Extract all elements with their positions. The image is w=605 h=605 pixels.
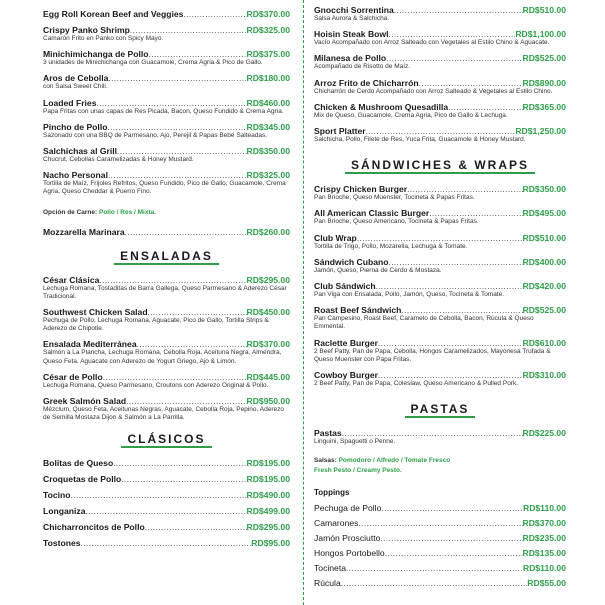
- topping-item: [314, 548, 566, 558]
- item-description: Mézclum, Queso Feta, Aceitunas Negras, Aguacate, Cebolla Roja, Pepino, Aderezo de Semilla Mostaza Dijon & Salmón a La Parrilla.: [43, 406, 284, 422]
- item-price: RD$55.00: [527, 578, 566, 589]
- item-name: César Clásica: [43, 274, 100, 285]
- item-description: 2 Beef Patty, Pan de Papa, Coleslaw, Queso Americano & Pulled Pork.: [314, 380, 519, 388]
- leader-dots: [342, 429, 523, 438]
- item-price: RD$420.00: [522, 281, 566, 292]
- leader-dots: [137, 340, 247, 349]
- menu-item-clasico: [43, 490, 290, 500]
- toppings-title: Toppings: [314, 488, 350, 498]
- item-price: RD$375.00: [246, 49, 290, 60]
- item-description: Pan Campesino, Roast Beef, Caramelo de Cebolla, Bacon, Rúcula & Queso Emmental.: [314, 315, 534, 331]
- item-name: Cowboy Burger: [314, 370, 378, 381]
- left-column: [43, 9, 290, 554]
- leader-dots: [117, 147, 246, 156]
- leader-dots: [103, 373, 247, 382]
- item-price: RD$235.00: [522, 533, 566, 544]
- item-name: Tostones: [43, 538, 81, 549]
- menu-item: [314, 53, 566, 71]
- menu-item-clasico: [43, 522, 290, 532]
- item-name: Southwest Chicken Salad: [43, 307, 148, 318]
- item-price: RD$950.00: [246, 396, 290, 407]
- item-price: RD$490.00: [246, 490, 290, 501]
- leader-dots: [376, 282, 523, 291]
- leader-dots: [394, 6, 523, 15]
- leader-dots: [419, 79, 523, 88]
- topping-item: [314, 578, 566, 588]
- menu-item: [314, 233, 566, 251]
- item-name: Nacho Personal: [43, 170, 108, 181]
- item-price: RD$400.00: [522, 256, 566, 267]
- clasicos-list: [43, 458, 290, 548]
- item-name: Chicharroncitos de Pollo: [43, 522, 145, 533]
- leader-dots: [448, 103, 522, 112]
- right-column: [314, 5, 566, 593]
- item-name: Longaniza: [43, 506, 86, 517]
- item-price: RD$890.00: [522, 77, 566, 88]
- leader-dots: [407, 185, 522, 194]
- item-price: RD$295.00: [246, 522, 290, 533]
- item-price: RD$295.00: [246, 274, 290, 285]
- item-description: Tortilla de Maíz, Frijoles Refritos, Queso Fundido, Pico de Gallo, Guacamole, Crema Agria, Queso Cheddar & Puerro Fino.: [43, 180, 286, 196]
- item-description: Sazonado con una BBQ de Parmesano, Ajo, Perejil & Papas Bebé Salteadas.: [43, 131, 268, 139]
- item-price: RD$510.00: [522, 5, 566, 15]
- item-price: RD$225.00: [522, 428, 566, 439]
- item-price: RD$370.00: [246, 339, 290, 350]
- item-description: Salchicha, Pollo, Filete de Res, Yuca Frita, Guacamole & Honey Mustard.: [314, 136, 526, 144]
- menu-item-clasico: [43, 474, 290, 484]
- leader-dots: [401, 306, 522, 315]
- item-name: Sándwich Cubano: [314, 256, 389, 267]
- menu-item: [43, 307, 290, 333]
- item-name: Aros de Cebolla: [43, 73, 109, 84]
- leader-dots: [378, 371, 523, 380]
- column-divider: [303, 0, 304, 605]
- salsas-value: Pomodoro / Alfredo / Tomate Fresco: [336, 457, 451, 465]
- item-description: Acompañado de Risotto de Maíz.: [314, 63, 411, 71]
- item-price: RD$95.00: [251, 538, 290, 549]
- item-description: Papa Fritas con unas capas de Res Picada, Bacon, Queso Fundido & Crema Agria.: [43, 107, 284, 115]
- item-price: RD$450.00: [246, 307, 290, 318]
- menu-item-mozzarella: [43, 227, 290, 237]
- salsas-label: Salsas:: [314, 457, 337, 465]
- item-name: César de Pollo: [43, 371, 103, 382]
- item-name: Greek Salmón Salad: [43, 396, 127, 407]
- leader-dots: [125, 228, 247, 237]
- item-price: RD$350.00: [246, 146, 290, 157]
- menu-item: [43, 122, 290, 140]
- item-name: Salchichas al Grill: [43, 146, 118, 157]
- item-description: Pan Brioche, Queso Americano, Tocineta & Papas Fritas.: [314, 218, 479, 226]
- item-description: Camarón Frito en Panko con Spicy Mayo.: [43, 35, 164, 42]
- section-title-pastas: PASTAS: [314, 402, 566, 418]
- menu-item: [314, 370, 566, 388]
- leader-dots: [107, 123, 246, 132]
- item-price: RD$525.00: [522, 305, 566, 316]
- leader-dots: [429, 209, 522, 218]
- item-name: Pastas: [314, 428, 342, 439]
- item-description: Tortilla de Trigo, Pollo, Mozarella, Lechuga & Tomate.: [314, 242, 468, 250]
- topping-item: [314, 563, 566, 573]
- meat-options-label: Opción de Carne:: [43, 208, 98, 216]
- leader-dots: [130, 26, 247, 35]
- item-price: RD$460.00: [246, 97, 290, 108]
- leader-dots: [381, 504, 523, 513]
- item-price: RD$135.00: [522, 548, 566, 559]
- meat-options-value: Pollo / Res / Mixta.: [97, 208, 157, 216]
- item-price: RD$510.00: [522, 232, 566, 243]
- salsas-options: [314, 449, 566, 467]
- mains-list: [314, 5, 566, 144]
- item-price: RD$610.00: [522, 337, 566, 348]
- item-price: RD$499.00: [246, 506, 290, 517]
- leader-dots: [366, 127, 516, 136]
- item-name: Crispy Chicken Burger: [314, 184, 408, 195]
- menu-item-clasico: [43, 458, 290, 468]
- menu-item: [314, 281, 566, 299]
- item-name: Arroz Frito de Chicharrón: [314, 77, 419, 88]
- item-description: Vacío Acompañado con Arroz Salteado con Vegetales al Estilo Chino & Aguacate.: [314, 39, 550, 47]
- item-name: Raclette Burger: [314, 337, 378, 348]
- menu-item: [314, 102, 566, 120]
- leader-dots: [121, 475, 246, 484]
- leader-dots: [341, 579, 528, 588]
- item-name: Sport Platter: [314, 126, 366, 137]
- leader-dots: [386, 54, 522, 63]
- leader-dots: [113, 459, 246, 468]
- menu-item-clasico: [43, 506, 290, 516]
- menu-item: [43, 146, 290, 164]
- ensaladas-list: [43, 275, 290, 423]
- item-description: Salsa Aurora & Salchicha.: [314, 15, 390, 22]
- menu-item: [314, 208, 566, 226]
- item-price: RD$180.00: [246, 73, 290, 84]
- item-price: RD$370.00: [246, 9, 290, 19]
- toppings-list: [314, 503, 566, 588]
- item-description: Chucrut, Cebollas Caramelizadas & Honey Mustard.: [43, 156, 194, 164]
- menu-item: [314, 338, 566, 364]
- section-title-ensaladas: ENSALADAS: [43, 249, 290, 265]
- item-price: RD$495.00: [522, 208, 566, 219]
- item-name: Club Wrap: [314, 232, 357, 243]
- menu-item-pastas: [314, 428, 566, 474]
- leader-dots: [388, 258, 522, 267]
- item-name: Camarones: [314, 518, 359, 529]
- item-description: Salmón a La Plancha, Lechuga Romana, Cebolla Roja, Aceituna Negra, Almendra, Queso Feta, Aguacate con Aderezo de Yogurt Griego, Ajo & Limón.: [43, 349, 282, 365]
- item-price: RD$345.00: [246, 121, 290, 132]
- item-name: Jamón Prosciutto: [314, 533, 381, 544]
- leader-dots: [389, 30, 516, 39]
- item-price: RD$1,250.00: [515, 126, 566, 137]
- menu-item: [43, 9, 290, 19]
- item-name: Hoisin Steak Bowl: [314, 29, 389, 40]
- leader-dots: [357, 234, 523, 243]
- leader-dots: [380, 534, 522, 543]
- topping-item: [314, 518, 566, 528]
- item-price: RD$110.00: [522, 503, 566, 514]
- item-description: Pan Brioche, Queso Muenster, Tocineta & Papas Fritas.: [314, 194, 475, 202]
- menu-item-clasico: [43, 538, 290, 548]
- menu-item: [43, 170, 290, 218]
- item-price: RD$350.00: [522, 184, 566, 195]
- menu-item: [43, 25, 290, 43]
- item-price: RD$310.00: [522, 370, 566, 381]
- leader-dots: [385, 549, 523, 558]
- item-description: Lechuga Romana, Queso Parmesano, Croutons con Aderezo Original & Pollo.: [43, 381, 269, 389]
- menu-item: [43, 49, 290, 67]
- item-description: Linguini, Spaguetti o Penne.: [314, 438, 396, 446]
- item-name: Minichimichanga de Pollo: [43, 49, 149, 60]
- leader-dots: [99, 276, 246, 285]
- item-description: Chicharrón de Cerdo Acompañado con Arroz Salteado & Vegetales al Estilo Chino.: [314, 87, 553, 95]
- leader-dots: [358, 519, 522, 528]
- item-price: RD$325.00: [246, 25, 290, 35]
- salsas-value-2: Fresh Pesto / Creamy Pesto.: [314, 467, 402, 475]
- item-price: RD$370.00: [522, 518, 566, 529]
- item-price: RD$1,100.00: [515, 29, 566, 40]
- item-description: Pechuga de Pollo, Lechuga Romana, Aguacate, Pico de Gallo, Tortilla Strips & Aderezo de Chipotle.: [43, 317, 269, 333]
- menu-item: [43, 73, 290, 91]
- item-price: RD$325.00: [246, 170, 290, 181]
- menu-item: [314, 29, 566, 47]
- item-description: con Salsa Sweet Chili.: [43, 83, 108, 91]
- leader-dots: [346, 564, 523, 573]
- item-price: RD$110.00: [522, 563, 566, 574]
- item-name: Ensalada Mediterránea: [43, 339, 137, 350]
- item-name: Gnocchi Sorrentina: [314, 5, 394, 15]
- item-description: Mix de Queso, Guacamole, Crema Agria, Pico de Gallo & Lechuga.: [314, 111, 508, 119]
- leader-dots: [183, 10, 246, 19]
- item-price: RD$195.00: [246, 474, 290, 485]
- menu-item: [43, 396, 290, 422]
- item-name: Loaded Fries: [43, 97, 97, 108]
- leader-dots: [108, 171, 247, 180]
- item-price: RD$260.00: [246, 226, 290, 237]
- item-name: Mozzarella Marinara: [43, 226, 125, 237]
- item-name: Tocineta: [314, 563, 347, 574]
- item-description: Jamón, Queso, Pierna de Cerdo & Mostaza.: [314, 266, 442, 274]
- item-name: Bolitas de Queso: [43, 458, 114, 469]
- leader-dots: [145, 523, 247, 532]
- item-name: Roast Beef Sándwich: [314, 305, 402, 316]
- meat-options: [43, 201, 290, 219]
- menu-item: [314, 257, 566, 275]
- menu-item: [43, 98, 290, 116]
- item-name: Hongos Portobello: [314, 548, 385, 559]
- leader-dots: [86, 507, 247, 516]
- item-name: Pincho de Pollo: [43, 121, 108, 132]
- item-name: Pechuga de Pollo: [314, 503, 382, 514]
- leader-dots: [149, 50, 247, 59]
- section-title-sandwiches: SÁNDWICHES & WRAPS: [314, 158, 566, 174]
- menu-item: [314, 78, 566, 96]
- item-name: Rúcula: [314, 578, 341, 589]
- leader-dots: [108, 74, 246, 83]
- item-description: 3 unidades de Minichichanga con Guacamole, Crema Agria & Pico de Gallo.: [43, 59, 263, 67]
- item-description: Lechuga Romana, Tostaditas de Barra Gallega, Queso Parmesano & Aderezo César Tradicional.: [43, 284, 287, 300]
- menu-item: [314, 5, 566, 23]
- item-name: Crispy Panko Shrimp: [43, 25, 130, 35]
- item-description: 2 Beef Patty, Pan de Papa, Cebolla, Hongos Caramelizados, Mayonesa Trufada & Queso Muenster con Papa Fritas.: [314, 347, 551, 363]
- item-name: Croquetas de Pollo: [43, 474, 122, 485]
- menu-item: [314, 184, 566, 202]
- item-name: Club Sándwich: [314, 281, 376, 292]
- item-name: Chicken & Mushroom Quesadilla: [314, 101, 449, 112]
- menu-item: [43, 275, 290, 301]
- leader-dots: [126, 397, 246, 406]
- menu-item: [314, 126, 566, 144]
- leader-dots: [96, 99, 246, 108]
- item-description: Pan Viga con Ensalada, Pollo, Jamón, Queso, Tocineta & Tomate.: [314, 291, 505, 299]
- sandwiches-list: [314, 184, 566, 388]
- leader-dots: [81, 539, 252, 548]
- item-name: Tocino: [43, 490, 71, 501]
- leader-dots: [71, 491, 247, 500]
- leader-dots: [148, 308, 247, 317]
- section-title-clasicos: CLÁSICOS: [43, 432, 290, 448]
- menu-item: [314, 305, 566, 331]
- item-name: Milanesa de Pollo: [314, 53, 387, 64]
- item-price: RD$525.00: [522, 53, 566, 64]
- item-name: Egg Roll Korean Beef and Veggies: [43, 9, 184, 19]
- appetizers-list: [43, 9, 290, 219]
- leader-dots: [378, 339, 523, 348]
- item-price: RD$365.00: [522, 101, 566, 112]
- menu-item: [43, 339, 290, 365]
- menu-item: [43, 372, 290, 390]
- item-price: RD$445.00: [246, 371, 290, 382]
- item-name: All American Classic Burger: [314, 208, 430, 219]
- topping-item: [314, 533, 566, 543]
- item-price: RD$195.00: [246, 458, 290, 469]
- topping-item: [314, 503, 566, 513]
